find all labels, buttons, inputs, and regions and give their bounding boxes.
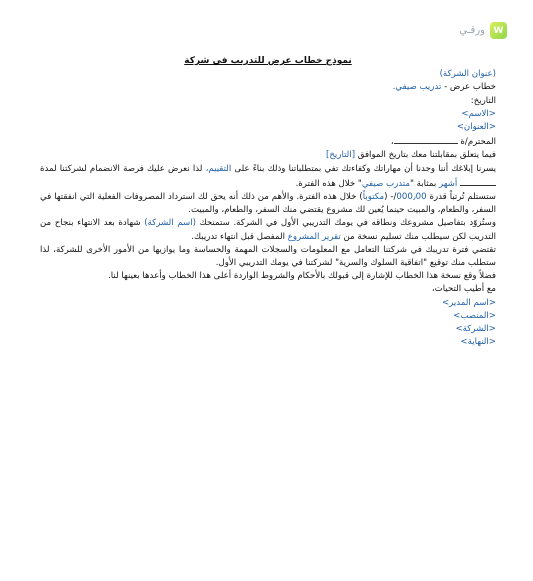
stipend-amount: 000٫00 (396, 192, 427, 203)
company-address: (عنوان الشركة) (439, 69, 496, 80)
project-text-3: المفصل قبل انتهاء تدريبك. (191, 231, 288, 242)
offer-type: تدريب صيفي. (392, 82, 442, 93)
stipend-text-1: ستستلم تُرتباً قدرة (426, 192, 496, 203)
project-paragraph (40, 217, 496, 243)
company-name-term: (اسم الشركة) (144, 218, 196, 229)
assessment-term: التقييم، (205, 163, 232, 174)
salutation (40, 134, 496, 149)
offer-paragraph (40, 163, 496, 191)
offer-text-3: بمثابة " (409, 178, 439, 189)
offer-label: خطاب عرض - (441, 82, 496, 93)
intern-term: متدرب صيفي (361, 178, 410, 189)
date-line: التاريخ: (470, 95, 496, 106)
signature-company: <الشركة> (455, 324, 496, 335)
project-text-1: وستُزوّد بتفاصيل مشروعك ونطاقه في يومك التدريبي الأول في الشركة. ستمنحك (195, 218, 496, 229)
offer-text-1: يسرنا إبلاغك أننا وجدنا أن مهاراتك وكفاءتك تفي بمتطلباتنا وذلك بناءً على (231, 163, 497, 174)
letter-body (40, 55, 496, 349)
offer-text-4: " خلال هذه الفترة. (295, 178, 362, 189)
salutation-comma: ، (390, 137, 394, 148)
stipend-written: مكتوباً (362, 192, 385, 203)
recipient-address: <العنوان> (456, 122, 496, 133)
months-term: أشهر (438, 178, 458, 189)
brand-logo (459, 22, 507, 39)
offer-line (40, 81, 496, 94)
acceptance-paragraph: فضلاً وقع نسخة هذا الخطاب للإشارة إلى قبولك بالأحكام والشروط الواردة أعلى هذا الخطاب وأعدها بعينها لنا. (108, 271, 496, 282)
signature-end: <النهاية> (460, 337, 496, 348)
signature-manager: <اسم المدير> (441, 297, 496, 308)
letter-title: نموذج خطاب عرض للتدريب في شركة (184, 56, 352, 66)
confidentiality-paragraph: تقتضي فترة تدريبك في شركتنا التعامل مع المعلومات والسجلات المهمة والحساسة وما يوازيها من الأمور الأخرى للشركة، لذا ستطلب منك توقيع "اتفاقية السلوك والسرية" لشركتنا في يومك التدريبي الأول. (40, 244, 496, 269)
name-blank (394, 134, 458, 144)
logo-text: ورقـي (459, 24, 485, 36)
salutation-title: المحترم/ة (460, 137, 496, 148)
interview-paragraph (40, 149, 496, 162)
stipend-paragraph (40, 191, 496, 217)
stipend-text-2: /- ( (384, 192, 397, 203)
interview-text: فيما يتعلق بمقابلتنا معك بتاريخ الموافق (355, 150, 496, 161)
signature-position: <المنصب> (453, 310, 496, 321)
offer-text-2: لذا نعرض عليك فرصة الانضمام لشركتنا لمدة (40, 163, 206, 174)
logo-leaf-icon: W (490, 22, 507, 39)
recipient-name: <الاسم> (461, 108, 496, 119)
closing-line: مع أطيب التحيات، (431, 284, 496, 295)
interview-date: [التاريخ] (326, 150, 356, 161)
duration-blank (460, 176, 496, 186)
project-text-2: شهادة بعد الانتهاء بنجاح من التدريب لكن سيطلب منك تسليم نسخة من (40, 218, 496, 242)
project-report-term: تقرير المشروع (287, 231, 341, 242)
stipend-text-3: ) خلال هذه الفترة. والأهم من ذلك أنه يحق لك استرداد المصروفات الفعلية التي انفقتها في السفر، والطعام، والمبيت حينما يُعين لك مشروع يقتضي منك السفر، والطعام، والمبيت. (40, 192, 496, 216)
